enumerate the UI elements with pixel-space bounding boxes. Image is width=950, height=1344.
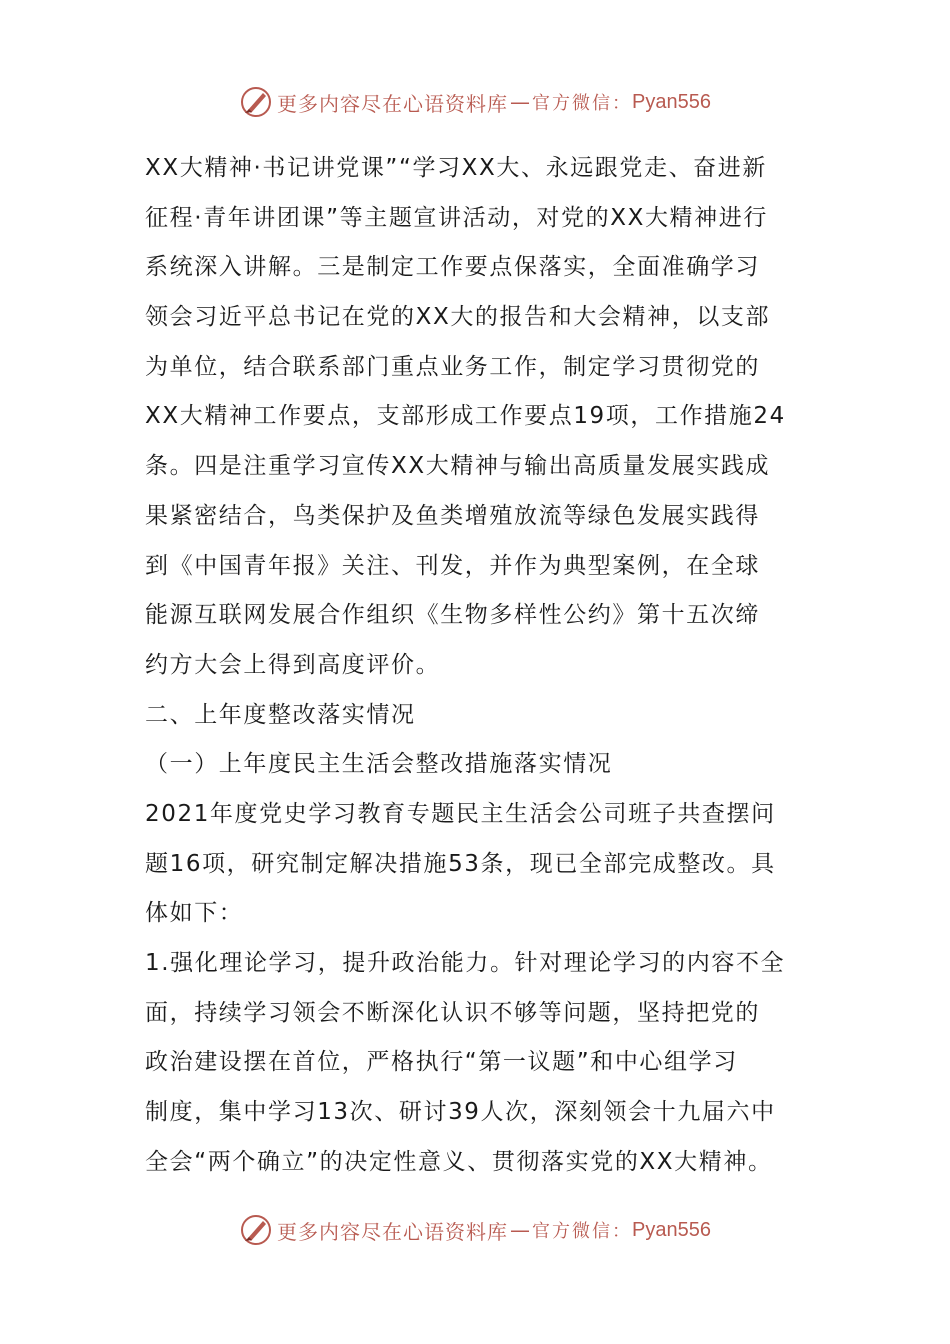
document-body	[145, 144, 815, 1187]
body-line: 1.强化理论学习，提升政治能力。针对理论学习的内容不全	[145, 950, 786, 976]
body-line: 面，持续学习领会不断深化认识不够等问题，坚持把党的	[145, 999, 760, 1026]
pen-logo-icon	[239, 85, 273, 119]
body-line: 领会习近平总书记在党的XX大的报告和大会精神，以支部	[145, 304, 771, 331]
footer-site-text: 更多内容尽在心语资料库	[277, 1219, 509, 1244]
body-line: 果紧密结合，鸟类保护及鱼类增殖放流等绿色发展实践得	[145, 502, 760, 529]
footer-watermark	[0, 1210, 950, 1250]
header-site-text: 更多内容尽在心语资料库	[277, 91, 509, 116]
header-watermark	[0, 82, 950, 122]
body-line: 2021年度党史学习教育专题民主生活会公司班子共查摆问	[145, 800, 776, 827]
footer-wechat-label: 官方微信：	[532, 1221, 633, 1242]
footer-wechat-id: Pyan556	[632, 1218, 711, 1241]
body-line: 全会“两个确立”的决定性意义、贯彻落实党的XX大精神。	[145, 1148, 773, 1175]
pen-logo-icon	[239, 1213, 273, 1247]
body-line: 为单位，结合联系部门重点业务工作，制定学习贯彻党的	[145, 353, 760, 380]
body-line: 题16项，研究制定解决措施53条，现已全部完成整改。具	[145, 850, 776, 877]
header-wechat-id: Pyan556	[632, 90, 711, 113]
body-line: XX大精神·书记讲党课”“学习XX大、永远跟党走、奋进新	[145, 155, 767, 181]
body-line: 到《中国青年报》关注、刊发，并作为典型案例，在全球	[145, 552, 760, 579]
body-line: 条。四是注重学习宣传XX大精神与输出高质量发展实践成	[145, 453, 771, 480]
body-line: 制度，集中学习13次、研讨39人次，深刻领会十九届六中	[145, 1099, 776, 1126]
body-line: 能源互联网发展合作组织《生物多样性公约》第十五次缔	[145, 602, 760, 629]
section-heading: 二、上年度整改落实情况	[145, 701, 416, 728]
body-line: XX大精神工作要点，支部形成工作要点19项，工作措施24	[145, 403, 786, 430]
footer-separator: —	[510, 1218, 531, 1242]
body-line: 约方大会上得到高度评价。	[145, 651, 441, 678]
body-line: 体如下：	[145, 900, 244, 927]
body-line: 政治建设摆在首位，严格执行“第一议题”和中心组学习	[145, 1049, 738, 1076]
body-line: 征程·青年讲团课”等主题宣讲活动，对党的XX大精神进行	[145, 204, 768, 231]
header-separator: —	[510, 90, 531, 114]
header-wechat-label: 官方微信：	[532, 93, 633, 114]
subsection-heading: （一）上年度民主生活会整改措施落实情况	[145, 751, 613, 778]
body-line: 系统深入讲解。三是制定工作要点保落实，全面准确学习	[145, 254, 760, 281]
